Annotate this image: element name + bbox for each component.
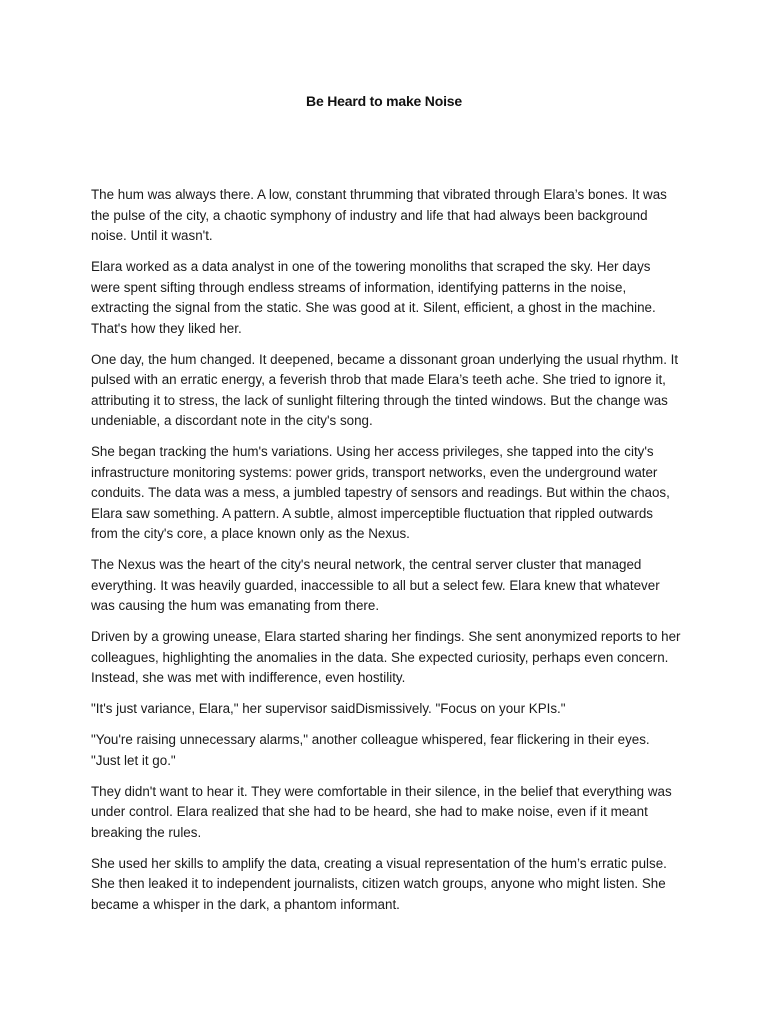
paragraph: The Nexus was the heart of the city's neural network, the central server cluster that managed everything. It was heavily guarded, inaccessible to all but a select few. Elara knew that whatever was causing the hum was emanating from there. <box>91 557 660 613</box>
paragraph: They didn't want to hear it. They were comfortable in their silence, in the belief that everything was under control. Elara realized that she had to be heard, she had to make noise, even if it meant breaking the rules. <box>91 783 672 840</box>
document-title: Be Heard to make Noise <box>306 93 462 109</box>
paragraph: The hum was always there. A low, constant thrumming that vibrated through Elara’s bones. It was the pulse of the city, a chaotic symphony of industry and life that had always been background noise. Until it wasn't. <box>91 187 667 243</box>
paragraph: "It's just variance, Elara," her supervisor saidDismissively. "Focus on your KPIs." <box>91 701 566 716</box>
paragraph: "You're raising unnecessary alarms," another colleague whispered, fear flickering in their eyes. "Just let it go." <box>91 732 650 768</box>
paragraph: She used her skills to amplify the data, creating a visual representation of the hum’s erratic pulse. She then leaked it to independent journalists, citizen watch groups, anyone who might listen. She became a whisper in the dark, a phantom informant. <box>91 855 667 912</box>
paragraph: She began tracking the hum's variations. Using her access privileges, she tapped into the city's infrastructure monitoring systems: power grids, transport networks, even the underground water conduits. The data was a mess, a jumbled tapestry of sensors and readings. But within the chaos, Elara saw something. A pattern. A subtle, almost imperceptible fluctuation that rippled outwards from the city's core, a place known only as the Nexus. <box>91 444 670 541</box>
paragraph: Elara worked as a data analyst in one of the towering monoliths that scraped the sky. Her days were spent sifting through endless streams of information, identifying patterns in the noise, extracting the signal from the static. She was good at it. Silent, efficient, a ghost in the machine. That's how they liked her. <box>91 259 656 336</box>
document-body <box>91 185 681 926</box>
paragraph: Driven by a growing unease, Elara started sharing her findings. She sent anonymized reports to her colleagues, highlighting the anomalies in the data. She expected curiosity, perhaps even concern. Instead, she was met with indifference, even hostility. <box>91 629 681 685</box>
paragraph: One day, the hum changed. It deepened, became a dissonant groan underlying the usual rhythm. It pulsed with an erratic energy, a feverish throb that made Elara’s teeth ache. She tried to ignore it, attributing it to stress, the lack of sunlight filtering through the tinted windows. But the change was undeniable, a discordant note in the city's song. <box>91 351 679 428</box>
